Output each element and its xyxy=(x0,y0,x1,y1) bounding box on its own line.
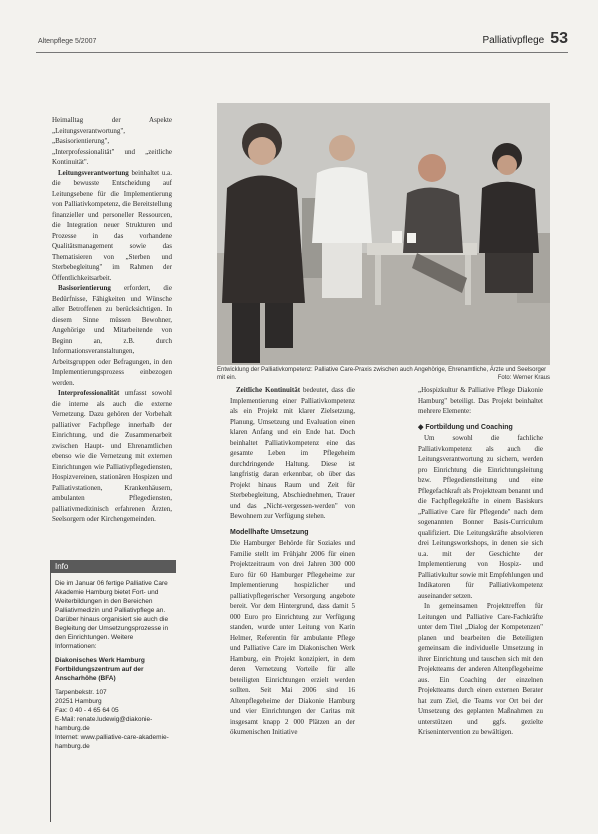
issue-label: Altenpflege 5/2007 xyxy=(38,38,97,45)
photo-caption xyxy=(217,366,550,382)
paragraph xyxy=(52,283,172,388)
photo-illustration xyxy=(217,103,550,365)
lead-term: Leitungsverantwortung xyxy=(58,168,129,177)
paragraph: Um sowohl die fachliche Palliativkompetenz als auch die Leitungsverantwortung zu sichern, werden pro Einrichtung die Einrichtungsleitung bzw. Pflegedienstleitung und eine Pflegefachkraft als Projektteam benannt und die Fachpflegekräfte in einem Basiskurs „Palliative Care für Pflegende" nach dem sogenannten Bonner Basis-Curriculum qualifiziert. Die Leitungskräfte absolvieren drei Leitungsworkshops, in denen sie sich u.a. mit der Geschichte der Implementierung von Hospiz- und Palliativkultur sowie mit Empfehlungen und Indikatoren für Palliativkompetenz auseinander setzen. xyxy=(418,434,543,600)
column-3 xyxy=(418,385,543,738)
section-title: Palliativpflege xyxy=(482,35,545,46)
page-number: 53 xyxy=(550,30,568,47)
subheading: ◆ Fortbildung und Coaching xyxy=(418,423,513,431)
page-header xyxy=(482,30,568,48)
caption-text: Entwicklung der Palliativkompetenz: Palliative Care-Praxis zwischen auch Angehörige, Ehrenamtliche, Ärzte und Seelsorger mit ein. xyxy=(217,367,547,381)
column-2 xyxy=(230,385,355,738)
lead-term: Interprofessionalität xyxy=(58,389,120,397)
subheading: Modellhafte Umsetzung xyxy=(230,528,309,536)
paragraph: Die Hamburger Behörde für Soziales und Familie stellt im Frühjahr 2006 für einen Projektzeitraum von drei Jahren 300 000 Euro für 60 Hamburger Pflegeheime zur Implementierung hospizlicher und palliativpflegerischer Versorgung angebote bereit. Vor dem Hintergrund, dass damit 5 000 Euro pro Einrichtung zur Verfügung standen, wurde unter Leitung von Karin Helmer, Referentin für ambulante Pflege und Palliative Care im Diakonischen Werk Hamburg, ein Projekt konzipiert, in dem deren Vernetzung Vorteile für alle beteiligten Einrichtungen erzielt werden sollten. Seit Mai 2006 sind 16 Altenpflegeheime der Diakonie Hamburg und vier Einrichtungen der Caritas mit insgesamt knapp 2 000 Plätzen an der ökumenischen Initiative xyxy=(230,539,355,736)
info-body xyxy=(51,579,176,751)
paragraph-text: umfasst sowohl die interne als auch die externe Vernetzung. Dazu gehören der Vorbehalt palliativer Fachpflege innerhalb der Einrichtung, und die Zusammenarbeit zwischen Haupt- und Ehrenamtlichen ebenso wie die Vernetzung mit externen Einrichtungen wie Palliativpflegediensten, Hospizvereinen, stationären Hospizen und Palliativstationen, Krankenhäusern, ambulanten Pflegediensten, palliativmedizinisch erfahrenen Ärzten, Seelsorgern oder Kirchengemeinden. xyxy=(52,389,172,523)
info-street: Tarpenbekstr. 107 xyxy=(55,689,107,696)
lead-term: Basisorientierung xyxy=(58,284,111,292)
paragraph-text: erfordert, die Bedürfnisse, Fähigkeiten und Wünsche aller Betroffenen zu berücksichtigen. In diesem Sinne müssen Bewohner, Angehörige und Mitarbeitende von Beginn an, z.B. durch Informationsveranstaltungen, Arbeitsgruppen oder Befragungen, in den Implementierungsprozess einbezogen werden. xyxy=(52,284,172,387)
info-website[interactable]: Internet: www.palliative-care-akademie-hamburg.de xyxy=(55,734,169,750)
info-phone: Fax: 0 40 - 4 65 64 05 xyxy=(55,707,119,714)
info-paragraph: Die im Januar 06 fertige Palliative Care Akademie Hamburg bietet Fort- und Weiterbildungen in den Bereichen Palliativmedizin und Palliativpflege an. Darüber hinaus organisiert sie auch die Begleitung der Umsetzungsprozesse in den Einrichtungen. Weitere Informationen: xyxy=(55,580,169,650)
info-box xyxy=(50,560,176,822)
paragraph: Heimalltag der Aspekte „Leitungsverantwortung", „Basisorientierung", „Interprofessionalität" und „zeitliche Kontinuität". xyxy=(52,116,172,166)
info-organization: Diakonisches Werk Hamburg Fortbildungszentrum auf der Anscharhöhe (BFA) xyxy=(55,657,145,682)
header-rule xyxy=(36,52,568,53)
paragraph: In gemeinsamen Projekttreffen für Leitungen und Palliative Care-Fachkräfte unter dem Titel „Dialog der Kompetenzen" planen und bearbeiten die Beteiligten gemeinsam die individuelle Umsetzung in ihrer Einrichtung und tauschen sich mit den Projektteams der anderen Altenpflegeheime aus. Ein Coaching der einzelnen Projektteams durch einen externen Berater hat zum Ziel, die Teams vor Ort bei der Umsetzung des geplanten Maßnahmen zu unterstützen und ggfs. gezielte Krisenintervention zu bewältigen. xyxy=(418,602,543,736)
paragraph xyxy=(230,385,355,522)
paragraph xyxy=(52,168,172,284)
info-email[interactable]: E-Mail: renate.ludewig@diakonie-hamburg.de xyxy=(55,716,153,732)
lead-term: Zeitliche Kontinuität xyxy=(236,386,301,394)
paragraph xyxy=(52,388,172,525)
paragraph-text: bedeutet, dass die Implementierung einer Palliativkompetenz als ein Projekt mit klarer Zielsetzung, Planung, Umsetzung und Evaluation einen klaren Anfang und ein Ende hat. Doch beinhaltet Palliativkompetenz eine das gesamte Leben im Pflegeheim durchdringende Haltung. Diese ist langfristig daran erkennbar, ob über das Projekt hinaus Raum und Zeit für Sterbebegleitung, Abschiednehmen, Trauer und das „Nicht-vergessen-werden" von Bewohnern zur Verfügung stehen. xyxy=(230,386,355,520)
article-photo xyxy=(217,103,550,365)
photo-credit: Foto: Werner Kraus xyxy=(497,375,550,381)
info-city: 20251 Hamburg xyxy=(55,698,102,705)
paragraph-text: beinhaltet u.a. die bewusste Entscheidung auf Leitungsebene für die Implementierung von Palliativkompetenz, die Bereitstellung finanzieller und personeller Ressourcen, die Integration neuer Strukturen und Prozesse in das vorhandene Qualitätsmanagement sowie das Thematisieren von „Sterben und Sterbebegleitung" im Rahmen der Öffentlichkeitsarbeit. xyxy=(52,168,172,282)
info-heading: Info xyxy=(51,560,176,573)
paragraph: „Hospizkultur & Palliative Pflege Diakonie Hamburg" beteiligt. Das Projekt beinhaltet mehrere Elemente: xyxy=(418,386,543,415)
column-1 xyxy=(52,115,172,525)
